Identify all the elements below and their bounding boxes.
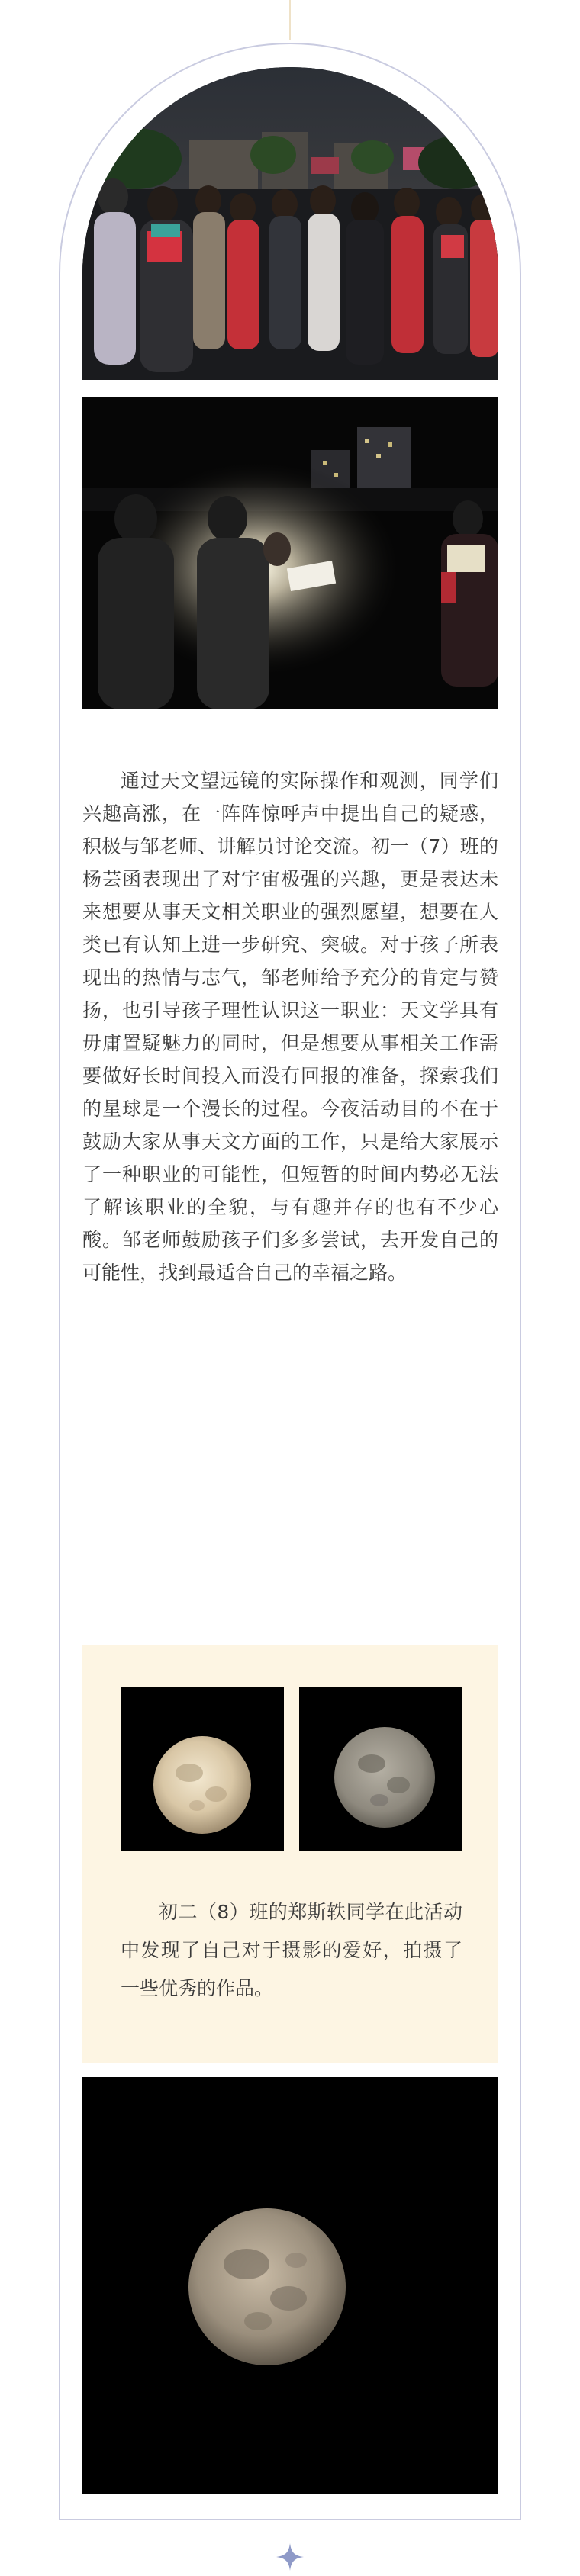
top-decorative-line [289, 0, 291, 40]
full-moon-photo-bright [121, 1687, 284, 1851]
flashlight-reading-photo [82, 397, 498, 709]
full-moon-photo-dim [299, 1687, 462, 1851]
moon-photos-caption-box [82, 1645, 498, 2063]
moon-photo-caption: 初二（8）班的郑斯轶同学在此活动中发现了自己对于摄影的爱好，拍摄了一些优秀的作品。 [121, 1901, 462, 1999]
large-moon-photo [82, 2077, 498, 2494]
article-body-paragraph: 通过天文望远镜的实际操作和观测，同学们兴趣高涨，在一阵阵惊呼声中提出自己的疑惑，积极与邹老师、讲解员讨论交流。初一（7）班的杨芸函表现出了对宇宙极强的兴趣，更是表达未来想要从事天文相关职业的强烈愿望，想要在人类已有认知上进一步研究、突破。对于孩子所表现出的热情与志气，邹老师给予充分的肯定与赞扬，也引导孩子理性认识这一职业：天文学具有毋庸置疑魅力的同时，但是想要从事相关工作需要做好长时间投入而没有回报的准备，探索我们的星球是一个漫长的过程。今夜活动目的不在于鼓励大家从事天文方面的工作，只是给大家展示了一种职业的可能性，但短暂的时间内势必无法了解该职业的全貌，与有趣并存的也有不少心酸。邹老师鼓励孩子们多多尝试，去开发自己的可能性，找到最适合自己的幸福之路。 [82, 770, 498, 1284]
four-point-star-icon [276, 2543, 304, 2571]
